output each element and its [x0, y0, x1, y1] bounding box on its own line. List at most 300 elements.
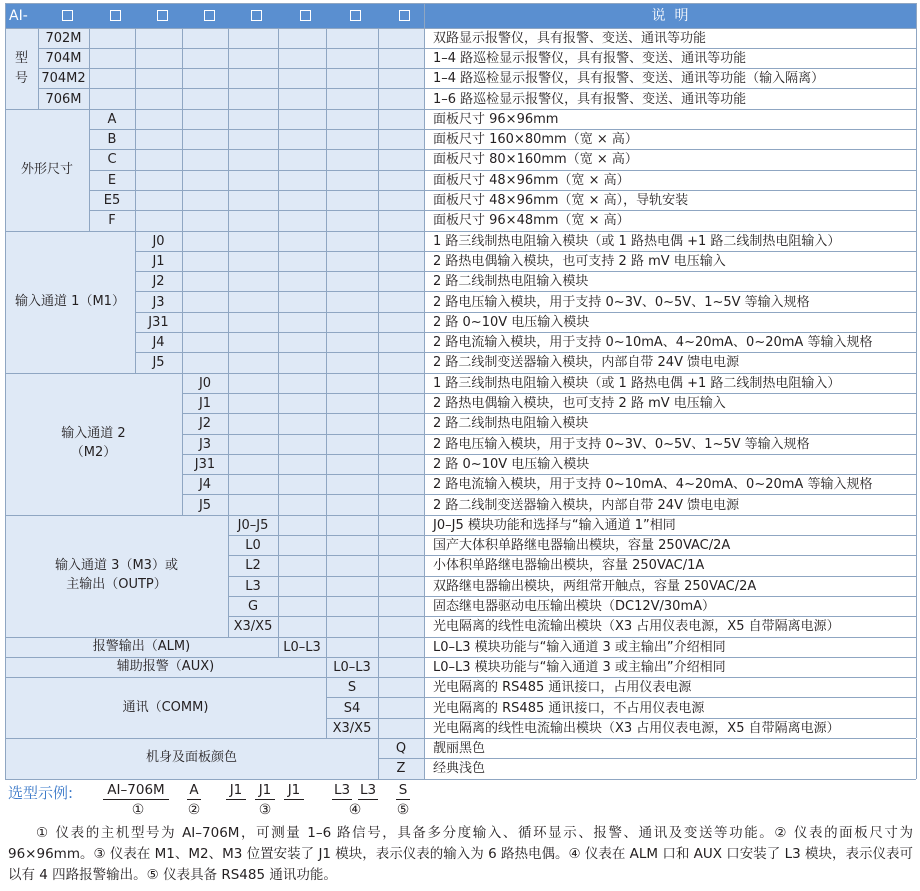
option-code-model: 706M	[38, 89, 89, 109]
example-code-model: AI–706M	[103, 782, 169, 800]
empty-slot-cell	[378, 617, 424, 637]
grid-line	[228, 576, 916, 577]
empty-slot-cell	[278, 130, 326, 150]
grid-line	[135, 271, 916, 272]
option-description: 靓丽黑色	[433, 741, 486, 757]
grid-line	[916, 678, 917, 739]
option-code-comm: S4	[326, 698, 378, 718]
grid-line	[916, 657, 917, 677]
empty-slot-cell	[278, 373, 326, 393]
empty-slot-cell	[378, 231, 424, 251]
option-code-comm: X3/X5	[326, 718, 378, 738]
empty-slot-cell	[326, 170, 378, 190]
grid-line	[228, 555, 916, 556]
empty-slot-cell	[135, 109, 182, 129]
empty-slot-cell	[326, 475, 378, 495]
empty-slot-cell	[228, 150, 278, 170]
grid-line	[182, 231, 183, 373]
empty-slot-cell	[89, 28, 135, 48]
grid-line	[38, 68, 916, 69]
empty-slot-cell	[326, 272, 378, 292]
grid-line	[5, 109, 916, 110]
grid-line	[916, 373, 917, 515]
option-description: L0–L3 模块功能与“输入通道 3 或主输出”介绍相同	[433, 639, 726, 655]
grid-line	[916, 637, 917, 657]
grid-line	[5, 515, 6, 637]
grid-line	[182, 373, 183, 515]
option-code-m3: G	[228, 596, 278, 616]
grid-line	[326, 28, 327, 109]
group-label-size: 外形尺寸	[5, 109, 89, 231]
empty-slot-cell	[326, 454, 378, 474]
empty-slot-cell	[228, 312, 278, 332]
option-description: 1–4 路巡检显示报警仪，具有报警、变送、通讯等功能（输入隔离）	[433, 71, 825, 87]
empty-slot-cell	[378, 48, 424, 68]
empty-slot-cell	[89, 69, 135, 89]
grid-line	[5, 657, 916, 658]
option-description: 光电隔离的线性电流输出模块（X3 占用仪表电源，X5 自带隔离电源）	[433, 619, 840, 635]
empty-slot-cell	[182, 211, 228, 231]
empty-slot-cell	[135, 170, 182, 190]
empty-slot-cell	[378, 414, 424, 434]
grid-line	[326, 637, 327, 657]
grid-line	[5, 779, 916, 780]
empty-slot-cell	[278, 251, 326, 271]
empty-slot-cell	[89, 48, 135, 68]
empty-slot-cell	[182, 333, 228, 353]
empty-slot-cell	[326, 353, 378, 373]
grid-line	[5, 231, 916, 232]
empty-slot-cell	[326, 312, 378, 332]
empty-slot-cell	[326, 28, 378, 48]
grid-line	[135, 109, 136, 231]
empty-slot-cell	[326, 150, 378, 170]
grid-line	[89, 210, 916, 211]
empty-slot-cell	[278, 170, 326, 190]
grid-line	[326, 109, 327, 231]
grid-line	[424, 657, 425, 677]
empty-slot-cell	[378, 556, 424, 576]
grid-line	[5, 657, 6, 677]
empty-slot-cell	[228, 333, 278, 353]
empty-slot-cell	[228, 190, 278, 210]
grid-line	[424, 678, 425, 739]
empty-slot-cell	[278, 312, 326, 332]
empty-slot-cell	[326, 89, 378, 109]
group-label-aux: 辅助报警（AUX)	[5, 657, 326, 677]
empty-slot-cell	[378, 190, 424, 210]
empty-slot-cell	[278, 89, 326, 109]
empty-slot-cell	[228, 231, 278, 251]
empty-slot-cell	[135, 69, 182, 89]
grid-line	[135, 332, 916, 333]
empty-slot-cell	[378, 434, 424, 454]
empty-slot-cell	[278, 333, 326, 353]
option-code-m3: L3	[228, 576, 278, 596]
grid-line	[5, 373, 6, 515]
grid-line	[916, 739, 917, 780]
example-num-4: ④	[348, 802, 362, 818]
empty-slot-cell	[228, 272, 278, 292]
grid-line	[378, 373, 379, 515]
option-description: 面板尺寸 48×96mm（宽 × 高），导轨安装	[433, 193, 689, 209]
option-description: 面板尺寸 160×80mm（宽 × 高）	[433, 132, 638, 148]
empty-slot-cell	[182, 231, 228, 251]
empty-slot-cell	[378, 678, 424, 698]
empty-slot-cell	[326, 190, 378, 210]
empty-slot-cell	[278, 353, 326, 373]
option-code-m3: L2	[228, 556, 278, 576]
empty-slot-cell	[89, 89, 135, 109]
grid-line	[424, 373, 425, 515]
empty-slot-cell	[378, 698, 424, 718]
empty-slot-cell	[278, 28, 326, 48]
option-description: 国产大体积单路继电器输出模块，容量 250VAC/2A	[433, 538, 731, 554]
grid-line	[5, 637, 6, 657]
grid-line	[89, 28, 90, 109]
option-description: J0–J5 模块功能和选择与“输入通道 1”相同	[433, 517, 676, 533]
option-description: 光电隔离的 RS485 通讯接口，占用仪表电源	[433, 680, 692, 696]
grid-line	[378, 758, 916, 759]
empty-slot-cell	[378, 515, 424, 535]
empty-slot-cell	[228, 292, 278, 312]
empty-slot-cell	[378, 596, 424, 616]
grid-line	[89, 129, 916, 130]
grid-line	[916, 109, 917, 231]
empty-slot-cell	[278, 292, 326, 312]
option-code-size: A	[89, 109, 135, 129]
option-code-model: 702M	[38, 28, 89, 48]
option-description: 2 路电流输入模块，用于支持 0~10mA、4~20mA、0~20mA 等输入规格	[433, 335, 873, 351]
empty-slot-cell	[278, 495, 326, 515]
grid-line	[135, 28, 136, 109]
grid-line	[182, 393, 916, 394]
grid-line	[5, 3, 6, 28]
grid-line	[278, 231, 279, 373]
empty-slot-cell	[326, 414, 378, 434]
empty-slot-cell	[326, 617, 378, 637]
grid-line	[182, 109, 183, 231]
grid-line	[182, 454, 916, 455]
grid-line	[916, 231, 917, 373]
empty-slot-cell	[378, 211, 424, 231]
description-header: 说 明	[651, 8, 689, 24]
empty-slot-cell	[278, 190, 326, 210]
empty-slot-cell	[228, 28, 278, 48]
option-code-m1: J5	[135, 353, 182, 373]
empty-slot-cell	[326, 515, 378, 535]
group-label-m2: 输入通道 2 （M2）	[5, 373, 182, 515]
empty-slot-cell	[278, 211, 326, 231]
grid-line	[378, 739, 379, 780]
grid-line	[89, 170, 916, 171]
grid-line	[182, 434, 916, 435]
grid-line	[5, 28, 6, 109]
empty-slot-cell	[182, 89, 228, 109]
empty-slot-cell	[228, 434, 278, 454]
option-description: 经典浅色	[433, 761, 486, 777]
grid-line	[378, 28, 379, 109]
empty-slot-cell	[378, 536, 424, 556]
grid-line	[5, 373, 916, 374]
empty-slot-cell	[135, 150, 182, 170]
empty-slot-cell	[326, 130, 378, 150]
empty-slot-cell	[228, 48, 278, 68]
option-description: 小体积单路继电器输出模块，容量 250VAC/1A	[433, 558, 705, 574]
option-code-model: 704M2	[38, 69, 89, 89]
empty-slot-cell	[182, 130, 228, 150]
empty-slot-cell	[326, 393, 378, 413]
grid-line	[378, 637, 379, 657]
empty-slot-cell	[228, 393, 278, 413]
empty-slot-cell	[135, 211, 182, 231]
empty-slot-cell	[378, 657, 424, 677]
empty-slot-cell	[378, 109, 424, 129]
grid-line	[916, 28, 917, 109]
grid-line	[89, 190, 916, 191]
empty-slot-cell	[182, 150, 228, 170]
option-description: 面板尺寸 96×48mm（宽 × 高）	[433, 213, 630, 229]
grid-line	[228, 231, 229, 373]
empty-slot-cell	[326, 69, 378, 89]
example-note: ① 仪表的主机型号为 AI–706M，可测量 1–6 路信号，具备多分度输入、循环显示、报警、通讯及变送等功能。② 仪表的面板尺寸为 96×96mm。③ 仪表在 M1、M2、M3 位置安装了 J1 模块，表示仪表的输入为 6 路热电偶。④ 仪表在 ALM 口和 AUX 口安装了 L3 模块，表示仪表可以有 4 四路报警输出。⑤ 仪表具备 RS485 通讯功能。	[8, 825, 913, 883]
grid-line	[378, 678, 379, 739]
grid-line	[278, 373, 279, 515]
empty-slot-cell	[278, 617, 326, 637]
grid-line	[228, 373, 229, 515]
option-description: 2 路 0~10V 电压输入模块	[433, 314, 590, 330]
empty-slot-cell	[278, 454, 326, 474]
empty-slot-cell	[378, 373, 424, 393]
grid-line	[424, 109, 425, 231]
example-code-size: A	[187, 782, 201, 800]
option-code-m1: J1	[135, 251, 182, 271]
empty-slot-cell	[135, 190, 182, 210]
example-num-5: ⑤	[396, 802, 410, 818]
empty-slot-cell	[228, 373, 278, 393]
grid-line	[278, 515, 279, 637]
empty-slot-cell	[378, 251, 424, 271]
option-code-m2: J2	[182, 414, 228, 434]
empty-slot-cell	[182, 170, 228, 190]
grid-line	[5, 677, 916, 678]
empty-slot-cell	[378, 130, 424, 150]
grid-line	[135, 291, 916, 292]
grid-line	[5, 739, 6, 780]
grid-line	[424, 637, 425, 657]
empty-slot-cell	[278, 48, 326, 68]
grid-line	[5, 515, 916, 516]
example-title: 选型示例:	[8, 784, 74, 802]
empty-slot-cell	[228, 251, 278, 271]
example-code-aux: L3	[359, 782, 377, 798]
option-code-size: E	[89, 170, 135, 190]
empty-slot-cell	[228, 211, 278, 231]
empty-slot-cell	[378, 393, 424, 413]
empty-slot-cell	[182, 69, 228, 89]
option-code-size: E5	[89, 190, 135, 210]
empty-slot-cell	[278, 393, 326, 413]
empty-slot-cell	[182, 353, 228, 373]
selection-example	[0, 782, 920, 822]
empty-slot-cell	[278, 434, 326, 454]
empty-slot-cell	[228, 475, 278, 495]
empty-slot-cell	[378, 637, 424, 657]
grid-line	[326, 718, 916, 719]
empty-slot-cell	[278, 150, 326, 170]
grid-line	[278, 109, 279, 231]
empty-slot-cell	[228, 414, 278, 434]
empty-slot-cell	[278, 596, 326, 616]
empty-slot-cell	[326, 536, 378, 556]
grid-line	[228, 515, 229, 637]
grid-line	[278, 28, 279, 109]
grid-line	[38, 48, 916, 49]
option-description: 面板尺寸 96×96mm	[433, 111, 559, 127]
grid-line	[326, 515, 327, 637]
grid-line	[378, 231, 379, 373]
example-num-1: ①	[131, 802, 145, 818]
grid-line	[424, 3, 425, 28]
example-code-alm: L3	[333, 782, 351, 798]
grid-line	[5, 3, 916, 4]
grid-line	[378, 657, 379, 677]
grid-line	[916, 515, 917, 637]
empty-slot-cell	[135, 48, 182, 68]
grid-line	[326, 373, 327, 515]
example-code-m1: J1	[226, 782, 246, 800]
grid-line	[424, 515, 425, 637]
example-code-m3: J1	[284, 782, 304, 800]
option-description: 光电隔离的 RS485 通讯接口，不占用仪表电源	[433, 700, 705, 716]
group-label-comm: 通讯（COMM)	[5, 678, 326, 739]
empty-slot-cell	[326, 596, 378, 616]
option-code-m3: X3/X5	[228, 617, 278, 637]
empty-slot-cell	[378, 353, 424, 373]
empty-slot-cell	[378, 170, 424, 190]
empty-slot-cell	[182, 28, 228, 48]
empty-slot-cell	[326, 576, 378, 596]
option-description: 2 路二线制变送器输入模块，内部自带 24V 馈电电源	[433, 497, 740, 513]
grid-line	[326, 678, 327, 739]
option-description: 面板尺寸 48×96mm（宽 × 高）	[433, 172, 630, 188]
empty-slot-cell	[326, 109, 378, 129]
option-code-m3: J0–J5	[228, 515, 278, 535]
empty-slot-cell	[326, 292, 378, 312]
option-code-m2: J4	[182, 475, 228, 495]
option-description: 双路显示报警仪，具有报警、变送、通讯等功能	[433, 30, 707, 46]
empty-slot-cell	[182, 272, 228, 292]
grid-line	[326, 657, 327, 677]
grid-line	[5, 28, 916, 29]
option-code-m2: J5	[182, 495, 228, 515]
option-code-aux: L0–L3	[326, 657, 378, 677]
grid-line	[5, 637, 916, 638]
group-label-alm: 报警输出（ALM)	[5, 637, 278, 657]
grid-line	[424, 231, 425, 373]
empty-slot-cell	[182, 292, 228, 312]
option-code-m2: J0	[182, 373, 228, 393]
empty-slot-cell	[326, 211, 378, 231]
empty-slot-cell	[378, 718, 424, 738]
empty-slot-cell	[378, 333, 424, 353]
option-description: 2 路 0~10V 电压输入模块	[433, 456, 590, 472]
option-description: 1 路三线制热电阻输入模块（或 1 路热电偶 +1 路二线制热电阻输入）	[433, 233, 841, 249]
empty-slot-cell	[378, 495, 424, 515]
grid-line	[378, 109, 379, 231]
grid-line	[378, 515, 379, 637]
option-description: 2 路二线制变送器输入模块，内部自带 24V 馈电电源	[433, 355, 740, 371]
grid-line	[278, 637, 279, 657]
empty-slot-cell	[182, 312, 228, 332]
empty-slot-cell	[135, 89, 182, 109]
empty-slot-cell	[228, 454, 278, 474]
grid-line	[5, 678, 6, 739]
example-code-comm: S	[396, 782, 410, 800]
grid-line	[135, 231, 136, 373]
option-code-size: F	[89, 211, 135, 231]
option-code-m1: J3	[135, 292, 182, 312]
option-description: 2 路热电偶输入模块，也可支持 2 路 mV 电压输入	[433, 253, 726, 269]
grid-line	[5, 231, 6, 373]
empty-slot-cell	[278, 414, 326, 434]
grid-line	[5, 109, 6, 231]
grid-line	[228, 596, 916, 597]
empty-slot-cell	[326, 231, 378, 251]
option-description: 2 路电压输入模块，用于支持 0~3V、0~5V、1~5V 等输入规格	[433, 436, 810, 452]
empty-slot-cell	[326, 495, 378, 515]
grid-line	[228, 109, 229, 231]
grid-line	[38, 28, 39, 109]
empty-slot-cell	[326, 637, 378, 657]
empty-slot-cell	[278, 109, 326, 129]
empty-slot-cell	[182, 251, 228, 271]
option-code-m3: L0	[228, 536, 278, 556]
empty-slot-cell	[326, 251, 378, 271]
grid-line	[5, 738, 916, 739]
option-code-model: 704M	[38, 48, 89, 68]
grid-line	[182, 28, 183, 109]
option-code-m1: J31	[135, 312, 182, 332]
option-description: 2 路二线制热电阻输入模块	[433, 274, 589, 290]
option-code-m2: J31	[182, 454, 228, 474]
empty-slot-cell	[326, 373, 378, 393]
empty-slot-cell	[378, 28, 424, 48]
empty-slot-cell	[326, 556, 378, 576]
empty-slot-cell	[228, 495, 278, 515]
option-code-color: Z	[378, 759, 424, 779]
option-description: 1–4 路巡检显示报警仪，具有报警、变送、通讯等功能	[433, 50, 747, 66]
example-code-m2: J1	[255, 782, 275, 800]
grid-line	[182, 413, 916, 414]
empty-slot-cell	[278, 69, 326, 89]
grid-line	[228, 616, 916, 617]
empty-slot-cell	[326, 333, 378, 353]
empty-slot-cell	[326, 434, 378, 454]
grid-line	[135, 312, 916, 313]
empty-slot-cell	[278, 515, 326, 535]
option-description: 1–6 路巡检显示报警仪，具有报警、变送、通讯等功能	[433, 91, 747, 107]
empty-slot-cell	[228, 130, 278, 150]
empty-slot-cell	[378, 150, 424, 170]
option-code-size: B	[89, 130, 135, 150]
option-description: 1 路三线制热电阻输入模块（或 1 路热电偶 +1 路二线制热电阻输入）	[433, 375, 841, 391]
empty-slot-cell	[378, 272, 424, 292]
empty-slot-cell	[278, 536, 326, 556]
grid-line	[228, 28, 229, 109]
group-label-m3: 输入通道 3（M3）或 主输出（OUTP）	[5, 515, 228, 637]
option-description: 2 路电流输入模块，用于支持 0~10mA、4~20mA、0~20mA 等输入规格	[433, 477, 873, 493]
